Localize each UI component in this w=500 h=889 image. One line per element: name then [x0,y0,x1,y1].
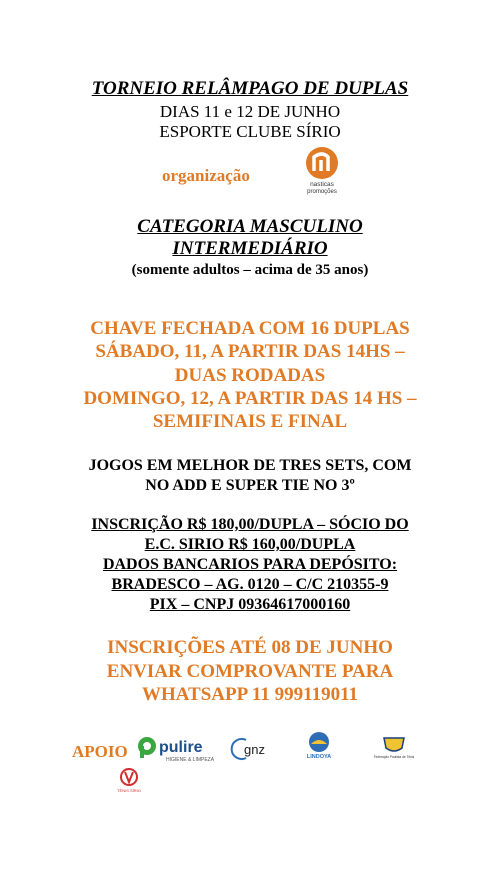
sponsors-label: APOIO [72,742,128,761]
format-block [0,456,500,496]
payment-line: E.C. SIRIO R$ 160,00/DUPLA [144,536,356,553]
tournament-venue: ESPORTE CLUBE SÍRIO [159,122,341,141]
tenis-sirio-logo [116,766,142,799]
category-line-2: INTERMEDIÁRIO [172,238,328,259]
payment-line: PIX – CNPJ 09364617000160 [149,596,351,613]
lindoya-logo [304,730,334,767]
schedule-line: CHAVE FECHADA COM 16 DUPLAS [90,318,410,339]
gnz-logo [232,736,274,767]
pulire-text: pulire [159,739,203,756]
schedule-block [0,317,500,433]
organization-label: organização [162,166,250,185]
deadline-line: ENVIAR COMPROVANTE PARA [106,660,394,682]
tournament-title: TORNEIO RELÂMPAGO DE DUPLAS [91,78,409,99]
category-line-1: CATEGORIA MASCULINO [137,216,363,237]
pulire-logo [136,734,228,769]
organization-row [0,146,500,195]
federacao-logo [373,734,415,765]
svg-text:nasticas: nasticas [310,181,334,188]
tournament-dates: DIAS 11 e 12 DE JUNHO [159,102,341,121]
schedule-line: SÁBADO, 11, A PARTIR DAS 14HS – [95,341,405,363]
format-line: JOGOS EM MELHOR DE TRES SETS, COM [88,457,412,474]
tenis-text: TÊNIS SÍRIO [117,788,141,793]
federacao-text: Federação Paulista de Tênis [373,755,415,759]
payment-line: INSCRIÇÃO R$ 180,00/DUPLA – SÓCIO DO [91,516,409,533]
sponsors-row [0,730,500,810]
gnz-text: gnz [244,742,265,757]
payment-block [0,515,500,615]
deadline-line: INSCRIÇÕES ATÉ 08 DE JUNHO [107,637,393,658]
category-note: (somente adultos – acima de 35 anos) [131,262,369,278]
pulire-subtext: HIGIENE & LIMPEZA [166,757,215,763]
payment-line: DADOS BANCARIOS PARA DEPÓSITO: [102,556,398,573]
deadline-block [0,636,500,707]
format-line: NO ADD E SUPER TIE NO 3º [145,477,355,494]
svg-text:promoções: promoções [307,189,337,195]
schedule-line: SEMIFINAIS E FINAL [152,411,348,433]
organizer-logo [300,146,344,196]
lindoya-text: LINDOYA [306,754,332,760]
deadline-line: WHATSAPP 11 999119011 [141,684,359,705]
schedule-line: DUAS RODADAS [174,364,326,386]
payment-line: BRADESCO – AG. 0120 – C/C 210355-9 [111,576,389,593]
schedule-line: DOMINGO, 12, A PARTIR DAS 14 HS – [83,387,417,409]
